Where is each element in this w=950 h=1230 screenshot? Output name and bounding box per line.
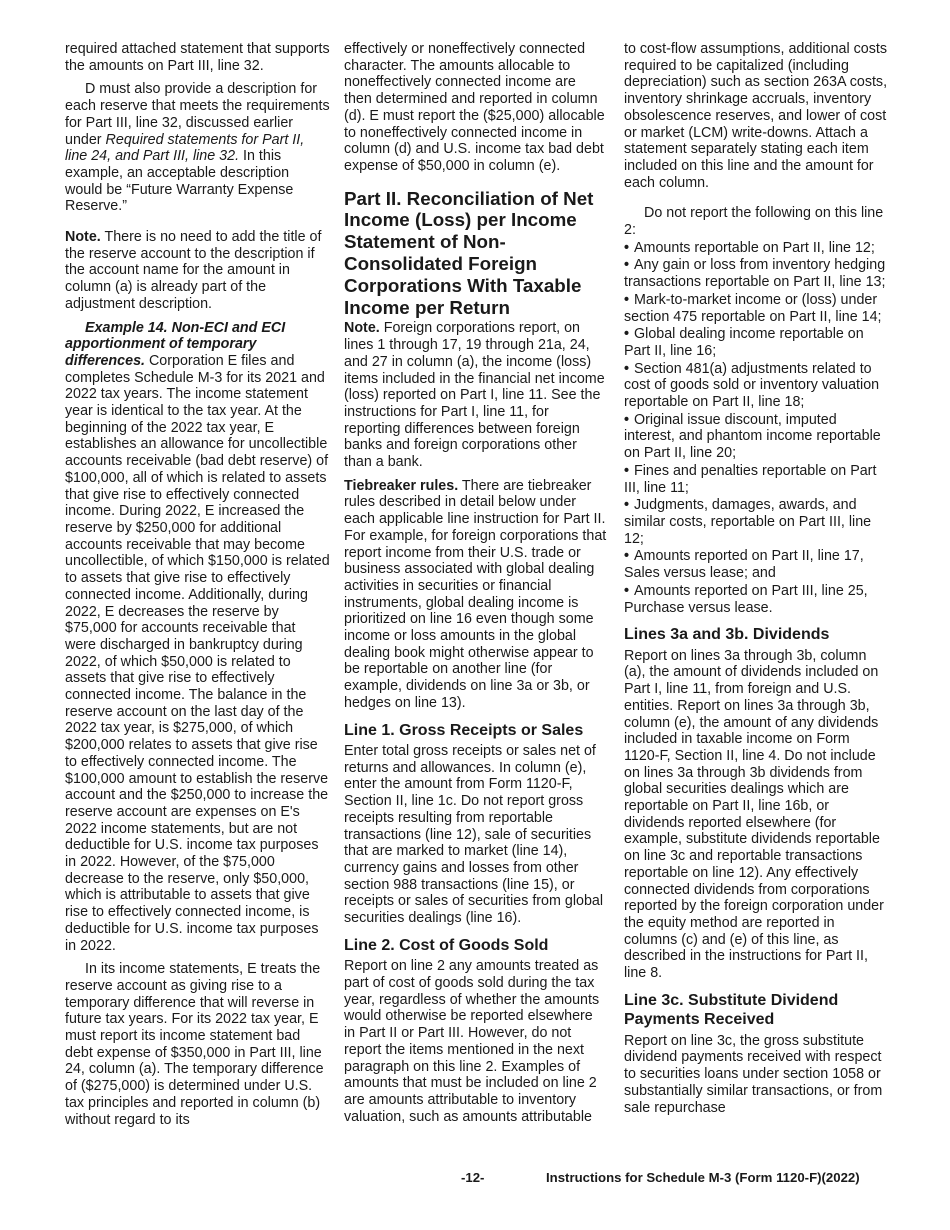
text: Amounts reported on Part II, line 17, Sales versus lease; and	[624, 548, 864, 582]
bullet-icon: •	[624, 360, 630, 377]
italic-reference: Required statements for Part II, line 24, and Part III, line 32.	[65, 131, 305, 165]
list-item	[624, 240, 889, 257]
bullet-icon: •	[624, 291, 630, 308]
list-item	[624, 361, 889, 411]
text: There are tiebreaker rules described in detail below under each applicable line instruction for Part II. For example, for foreign corporations that report income from their U.S. trade or business associated with global dealing activities in securities or financial instruments, global dealing income is prioritized on line 16 even though some income or loss amounts in the global dealing book might otherwise appear to be reportable on another line (for example, dividends on line 3a or 3b, or hedges on line 13).	[344, 477, 607, 711]
text: Amounts reportable on Part II, line 12;	[634, 239, 875, 256]
list-item	[624, 548, 889, 581]
paragraph: Report on line 2 any amounts treated as part of cost of goods sold during the tax year, regardless of whether the amounts would otherwise be reported elsewhere in Part II or Part III. However, do not report the items mentioned in the next paragraph on this line 2. Examples of amounts that must be included on line 2 are amounts attributable to inventory valuation, such as amounts attributable	[344, 958, 600, 1125]
text: D must also provide a description for each reserve that meets the requirements for Part III, line 32, discussed earlier under	[65, 81, 330, 148]
bullet-icon: •	[624, 257, 630, 274]
bullet-icon: •	[624, 239, 630, 256]
line-heading: Lines 3a and 3b. Dividends	[624, 626, 830, 644]
text: Original issue discount, imputed interest, and phantom income reportable on Part II, line 20;	[624, 411, 881, 462]
list-item	[624, 497, 889, 547]
text: Fines and penalties reportable on Part III, line 11;	[624, 462, 877, 496]
paragraph: Enter total gross receipts or sales net of returns and allowances. In column (e), enter the amount from Form 1120-F, Section II, line 1c. Do not report gross receipts resulting from reportable transactions (line 12), sale of securities that are marked to market (line 14), currency gains and losses from other section 988 transactions (line 15), or receipts or sales of securities from global securities dealings (line 16).	[344, 743, 604, 927]
text: Foreign corporations report, on lines 1 through 17, 19 through 21a, 24, and 27 in column (a), the income (loss) items included in the financial net income (loss) reported on Part I, line 11. See the instructions for Part I, line 11, for reporting differences between foreign banks and foreign corporations other than a bank.	[344, 320, 605, 471]
bullet-icon: •	[624, 548, 630, 565]
footer-title: Instructions for Schedule M-3 (Form 1120-F)(2022)	[546, 1170, 860, 1185]
text: There is no need to add the title of the reserve account to the description if the account name for the amount in column (a) is already part of the adjustment description.	[65, 229, 322, 312]
paragraph: Report on lines 3a through 3b, column (a), the amount of dividends included on Part I, line 11, from foreign and U.S. entities. Report on lines 3a through 3b, column (e), the amount of any dividends included in taxable income on Form 1120-F, Section II, line 4. Do not include on lines 3a through 3b dividends from global securities dealings which are reportable on Part II, line 16b, or dividends reported elsewhere (for example, substitute dividends reportable on line 3c and reportable transactions reportable on line 12). Any effectively connected dividends from corporations reported by the foreign corporation under the equity method are reported in columns (c) and (e) of this line, as described in the instructions for Part II, line 8.	[624, 647, 884, 982]
paragraph: effectively or noneffectively connected character. The amounts allocable to noneffectively connected income are then determined and reported in column (d). E must report the ($25,000) allocable to noneffectively connected income in column (d) and U.S. income tax bad debt expense of $50,000 in column (e).	[344, 41, 605, 174]
paragraph: Do not report the following on this line 2:	[624, 205, 884, 239]
bullet-icon: •	[624, 582, 630, 599]
list-item	[624, 412, 889, 462]
text: Section 481(a) adjustments related to cost of goods sold or inventory valuation reportable on Part II, line 18;	[624, 360, 880, 411]
tiebreaker-label: Tiebreaker rules.	[344, 477, 459, 494]
bullet-icon: •	[624, 462, 630, 479]
paragraph: required attached statement that supports the amounts on Part III, line 32.	[65, 41, 330, 74]
column-1	[65, 41, 330, 1135]
text: Mark-to-market income or (loss) under section 475 reportable on Part II, line 14;	[624, 291, 882, 325]
list-item	[624, 463, 889, 496]
list-item	[624, 583, 889, 616]
bullet-icon: •	[624, 326, 630, 343]
column-3	[624, 41, 889, 1123]
bullet-icon: •	[624, 497, 630, 514]
page-footer	[0, 1170, 950, 1190]
text: Amounts reported on Part III, line 25, Purchase versus lease.	[624, 582, 868, 616]
bullet-icon: •	[624, 411, 630, 428]
section-heading: Part II. Reconciliation of Net Income (Loss) per Income Statement of Non-Consolidated Foreign Corporations With Taxable Income per Return	[344, 187, 594, 318]
line-heading: Line 3c. Substitute Dividend Payments Received	[624, 991, 839, 1029]
example-heading: Example 14. Non-ECI and ECI apportionment of temporary differences.	[65, 319, 286, 369]
note-paragraph	[344, 320, 607, 470]
paragraph	[344, 478, 607, 712]
note-paragraph	[65, 229, 330, 313]
list-item	[624, 326, 889, 359]
text: Global dealing income reportable on Part II, line 16;	[624, 326, 864, 359]
paragraph: Report on line 3c, the gross substitute dividend payments received with respect to securities loans under section 1058 or substantially similar transactions, or from sale repurchase	[624, 1032, 883, 1116]
note-label: Note.	[65, 229, 101, 246]
text: Any gain or loss from inventory hedging transactions reportable on Part II, line 13;	[624, 257, 886, 291]
note-label: Note.	[344, 320, 380, 337]
line-heading: Line 1. Gross Receipts or Sales	[344, 721, 584, 739]
list-item	[624, 292, 889, 325]
text: In this example, an acceptable description would be “Future Warranty Expense Reserve.”	[65, 148, 294, 215]
paragraph	[65, 81, 330, 215]
text: Corporation E files and completes Schedule M-3 for its 2021 and 2022 tax years. The income statement year is identical to the tax year. At the beginning of the 2022 tax year, E establishes an allowance for uncollectible accounts receivable (bad debt reserve) of $100,000, all of which is related to assets that give rise to effectively connected income. During 2022, E increased the reserve by $250,000 for additional accounts receivable that may become uncollectible, of which $150,000 is related to assets that give rise to effectively connected income. Additionally, during 2022, E decreases the reserve by $75,000 for accounts receivable that were discharged in bankruptcy during 2022, of which $50,000 is related to assets that give rise to effectively connected income. The balance in the reserve account on the last day of the 2022 tax year, is $275,000, of which $200,000 relates to assets that give rise to effectively connected income. The $100,000 amount to establish the reserve account and the $250,000 to increase the reserve account are expenses on E's 2022 income statements, but are not deductible for U.S. income tax purposes in 2022. However, of the $75,000 decrease to the reserve, only $50,000, which is attributable to assets that give rise to effectively connected income, is deductible for U.S. income tax purposes in 2022.	[65, 352, 330, 954]
column-2	[344, 41, 607, 1132]
paragraph: to cost-flow assumptions, additional costs required to be capitalized (including depreciation) such as section 263A costs, inventory shrinkage accruals, inventory obsolescence reserves, and lower of cost or market (LCM) write-downs. Attach a statement separately stating each item included on this line and the amount for each column.	[624, 41, 888, 191]
example-paragraph	[65, 320, 330, 955]
page-number: -12-	[461, 1170, 485, 1185]
paragraph: In its income statements, E treats the reserve account as giving rise to a temporary difference that will reverse in future tax years. For its 2022 tax year, E must report its income statement bad debt expense of $350,000 in Part III, line 24, column (a). The temporary difference of ($275,000) is determined under U.S. tax principles and reported in column (b) without regard to its	[65, 961, 324, 1128]
text: Judgments, damages, awards, and similar costs, reportable on Part III, line 12;	[624, 497, 872, 547]
line-heading: Line 2. Cost of Goods Sold	[344, 936, 549, 954]
list-item	[624, 257, 889, 290]
